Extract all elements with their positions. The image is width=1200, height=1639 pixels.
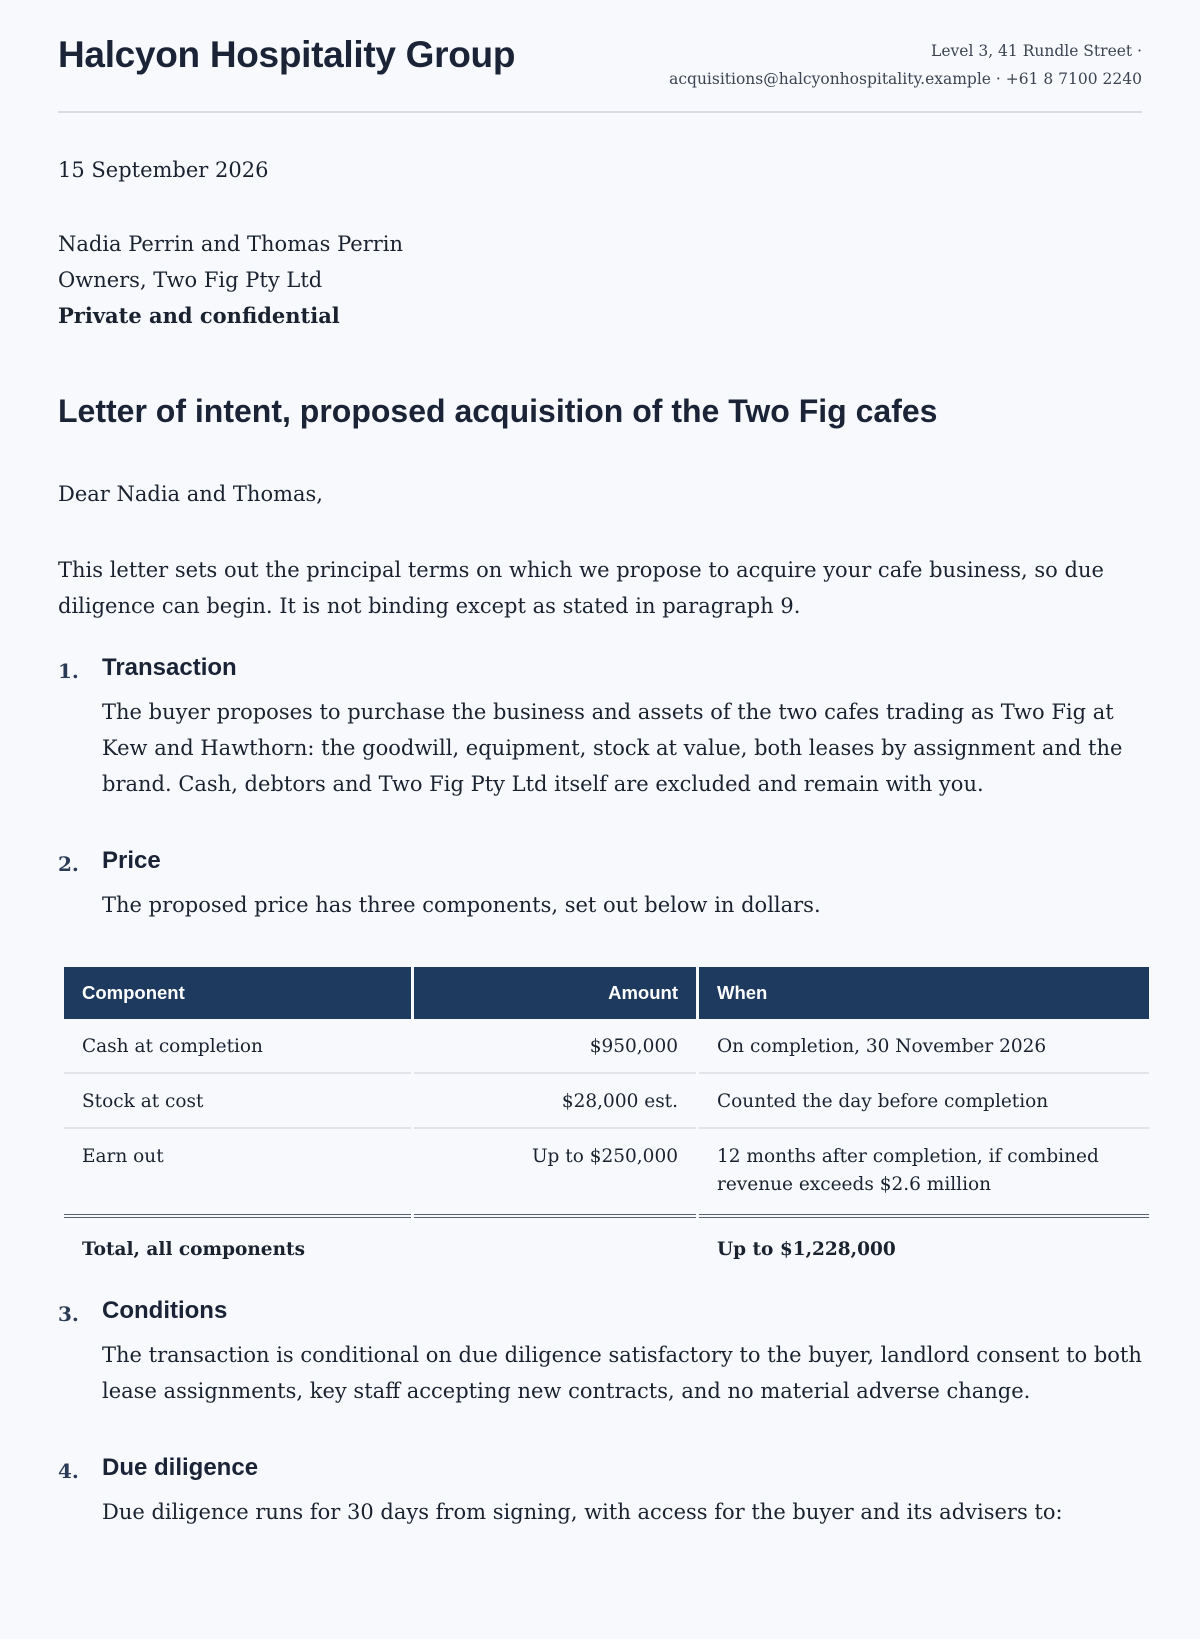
letter-date: 15 September 2026 xyxy=(58,158,269,182)
section-body: The proposed price has three components, set out below in dollars. xyxy=(102,893,821,917)
recipient-company: Owners, Two Fig Pty Ltd xyxy=(58,268,323,292)
section-number: 1. xyxy=(58,659,79,683)
section-number: 4. xyxy=(58,1459,79,1483)
section-number: 2. xyxy=(58,852,79,876)
section-heading: Price xyxy=(102,847,161,874)
confidentiality-marking: Private and confidential xyxy=(58,303,340,328)
table-cell: Counted the day before completion xyxy=(699,1074,1149,1129)
table-row xyxy=(64,1129,1149,1218)
section-heading: Transaction xyxy=(102,654,237,681)
table-cell: 12 months after completion, if combined revenue exceeds $2.6 million xyxy=(699,1129,1149,1218)
recipient-names: Nadia Perrin and Thomas Perrin xyxy=(58,232,404,256)
salutation: Dear Nadia and Thomas, xyxy=(58,482,323,506)
table-cell: Up to $250,000 xyxy=(414,1129,696,1218)
section-due-diligence xyxy=(58,1454,1142,1530)
price-table xyxy=(61,967,1152,1270)
table-cell: Earn out xyxy=(64,1129,411,1218)
total-label: Total, all components xyxy=(82,1239,305,1260)
total-amount xyxy=(414,1218,696,1270)
section-conditions xyxy=(58,1297,1142,1409)
column-header: Component xyxy=(64,967,411,1019)
section-number: 3. xyxy=(58,1302,79,1326)
company-name: Halcyon Hospitality Group xyxy=(58,34,516,75)
section-body: The transaction is conditional on due diligence satisfactory to the buyer, landlord consent to both lease assignments, key staff accepting new contracts, and no material adverse change. xyxy=(102,1343,1142,1403)
address-line: Level 3, 41 Rundle Street · xyxy=(931,42,1142,60)
section-heading: Conditions xyxy=(102,1297,228,1324)
recipient-block xyxy=(58,226,403,334)
table-total-row xyxy=(64,1218,1149,1270)
table-cell: On completion, 30 November 2026 xyxy=(699,1019,1149,1074)
intro-paragraph: This letter sets out the principal terms on which we propose to acquire your cafe business, so due diligence can begin. It is not binding except as stated in paragraph 9. xyxy=(58,558,1104,618)
table-cell: $28,000 est. xyxy=(414,1074,696,1129)
table-cell: Cash at completion xyxy=(64,1019,411,1074)
column-header: Amount xyxy=(414,967,696,1019)
letterhead xyxy=(58,0,1142,113)
section-heading: Due diligence xyxy=(102,1454,259,1481)
column-header: When xyxy=(699,967,1149,1019)
section-transaction xyxy=(58,654,1142,802)
contact-details xyxy=(669,37,1142,93)
table-row xyxy=(64,1074,1149,1129)
table-cell: $950,000 xyxy=(414,1019,696,1074)
section-price xyxy=(58,847,1142,923)
total-value: Up to $1,228,000 xyxy=(717,1239,896,1260)
letter-title: Letter of intent, proposed acquisition of the Two Fig cafes xyxy=(58,393,938,429)
contact-line: acquisitions@halcyonhospitality.example · +61 8 7100 2240 xyxy=(669,70,1142,88)
table-row xyxy=(64,1019,1149,1074)
table-cell: Stock at cost xyxy=(64,1074,411,1129)
table-header-row xyxy=(64,967,1149,1019)
section-body: The buyer proposes to purchase the business and assets of the two cafes trading as Two Fig at Kew and Hawthorn: the goodwill, equipment, stock at value, both leases by assignment and the brand. Cash, debtors and Two Fig Pty Ltd itself are excluded and remain with you. xyxy=(102,700,1123,796)
section-body: Due diligence runs for 30 days from signing, with access for the buyer and its advisers to: xyxy=(102,1500,1063,1524)
